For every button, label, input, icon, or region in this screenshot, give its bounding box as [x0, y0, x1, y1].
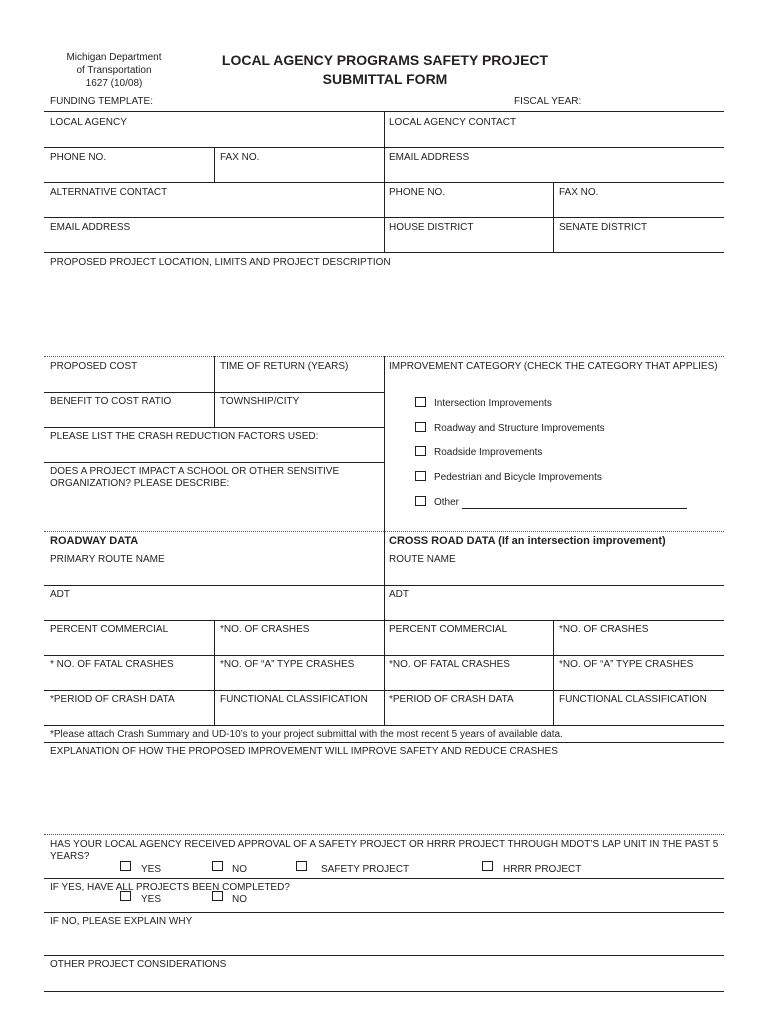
dotted-rule	[44, 834, 724, 835]
improvement-category-heading: IMPROVEMENT CATEGORY (CHECK THE CATEGORY THAT APPLIES)	[389, 361, 718, 372]
proposed-cost-field[interactable]: PROPOSED COST	[50, 361, 138, 372]
column-divider	[214, 356, 215, 427]
roadway-label: Roadway and Structure Improvements	[434, 423, 605, 434]
attach-note: *Please attach Crash Summary and UD-10’s to your project submittal with the most recent 5 years of available data.	[50, 729, 563, 740]
cross-adt-field[interactable]: ADT	[389, 589, 409, 600]
school-impact-line1[interactable]: DOES A PROJECT IMPACT A SCHOOL OR OTHER SENSITIVE	[50, 466, 340, 477]
roadside-checkbox[interactable]	[415, 446, 426, 456]
roadway-data-heading: ROADWAY DATA	[50, 535, 139, 547]
completed-no-checkbox[interactable]	[212, 891, 223, 901]
form-title-line2: SUBMITTAL FORM	[322, 71, 448, 87]
explanation-field[interactable]: EXPLANATION OF HOW THE PROPOSED IMPROVEMENT WILL IMPROVE SAFETY AND REDUCE CRASHES	[50, 746, 558, 757]
cross-route-field[interactable]: ROUTE NAME	[389, 554, 456, 565]
rule	[44, 252, 724, 253]
cross-no-crashes-field[interactable]: *NO. OF CRASHES	[559, 624, 649, 635]
functional-classification-field[interactable]: FUNCTIONAL CLASSIFICATION	[220, 694, 368, 705]
cross-a-type-crashes-field[interactable]: *NO. OF “A” TYPE CRASHES	[559, 659, 694, 670]
project-description-field[interactable]: PROPOSED PROJECT LOCATION, LIMITS AND PROJECT DESCRIPTION	[50, 257, 391, 268]
rule	[44, 991, 724, 992]
school-impact-line2[interactable]: ORGANIZATION? PLEASE DESCRIBE:	[50, 478, 230, 489]
fiscal-year-label: FISCAL YEAR:	[514, 96, 582, 107]
form-number: 1627 (10/08)	[85, 78, 143, 89]
agency-name-line1: Michigan Department	[66, 52, 162, 63]
other-considerations-field[interactable]: OTHER PROJECT CONSIDERATIONS	[50, 959, 227, 970]
agency-name-line2: of Transportation	[76, 65, 152, 76]
alternative-contact-field[interactable]: ALTERNATIVE CONTACT	[50, 187, 168, 198]
rule	[44, 912, 724, 913]
house-district-field[interactable]: HOUSE DISTRICT	[389, 222, 474, 233]
fatal-crashes-field[interactable]: * NO. OF FATAL CRASHES	[50, 659, 174, 670]
completed-yes-checkbox[interactable]	[120, 891, 131, 901]
adt-field[interactable]: ADT	[50, 589, 70, 600]
funding-template-label: FUNDING TEMPLATE:	[50, 96, 153, 107]
other-label: Other	[434, 497, 460, 508]
approval-question-line2: YEARS?	[50, 851, 90, 862]
alt-email-field[interactable]: EMAIL ADDRESS	[50, 222, 131, 233]
column-divider	[384, 111, 385, 252]
local-agency-contact-field[interactable]: LOCAL AGENCY CONTACT	[389, 117, 517, 128]
cross-period-crash-data-field[interactable]: *PERIOD OF CRASH DATA	[389, 694, 514, 705]
alt-fax-field[interactable]: FAX NO.	[559, 187, 599, 198]
approval-no-checkbox[interactable]	[212, 861, 223, 871]
senate-district-field[interactable]: SENATE DISTRICT	[559, 222, 648, 233]
roadway-checkbox[interactable]	[415, 422, 426, 432]
benefit-cost-field[interactable]: BENEFIT TO COST RATIO	[50, 396, 172, 407]
completed-yes-label: YES	[141, 894, 162, 905]
intersection-label: Intersection Improvements	[434, 398, 552, 409]
column-divider	[384, 531, 385, 725]
safety-project-label: SAFETY PROJECT	[321, 864, 410, 875]
pedestrian-label: Pedestrian and Bicycle Improvements	[434, 472, 602, 483]
explain-why-field[interactable]: IF NO, PLEASE EXPLAIN WHY	[50, 916, 193, 927]
primary-route-field[interactable]: PRIMARY ROUTE NAME	[50, 554, 165, 565]
rule	[44, 742, 724, 743]
cross-fatal-crashes-field[interactable]: *NO. OF FATAL CRASHES	[389, 659, 510, 670]
safety-project-checkbox[interactable]	[296, 861, 307, 871]
hrrr-project-checkbox[interactable]	[482, 861, 493, 871]
local-agency-field[interactable]: LOCAL AGENCY	[50, 117, 127, 128]
phone-field[interactable]: PHONE NO.	[50, 152, 107, 163]
rule	[44, 725, 724, 726]
roadside-label: Roadside Improvements	[434, 447, 543, 458]
completed-no-label: NO	[232, 894, 247, 905]
intersection-checkbox[interactable]	[415, 397, 426, 407]
completed-question: IF YES, HAVE ALL PROJECTS BEEN COMPLETED?	[50, 882, 290, 893]
approval-question-line1: HAS YOUR LOCAL AGENCY RECEIVED APPROVAL OF A SAFETY PROJECT OR HRRR PROJECT THROUGH MDOT’S LAP UNIT IN THE PAST 5	[50, 839, 719, 850]
township-city-field[interactable]: TOWNSHIP/CITY	[220, 396, 300, 407]
column-divider	[214, 147, 215, 182]
other-input-line[interactable]	[462, 508, 687, 509]
column-divider	[384, 356, 385, 531]
approval-no-label: NO	[232, 864, 247, 875]
rule	[44, 878, 724, 879]
a-type-crashes-field[interactable]: *NO. OF “A” TYPE CRASHES	[220, 659, 355, 670]
cross-road-data-heading: CROSS ROAD DATA (If an intersection improvement)	[389, 535, 666, 547]
rule	[44, 955, 724, 956]
email-field[interactable]: EMAIL ADDRESS	[389, 152, 470, 163]
column-divider	[214, 620, 215, 725]
time-of-return-field[interactable]: TIME OF RETURN (YEARS)	[220, 361, 349, 372]
alt-phone-field[interactable]: PHONE NO.	[389, 187, 446, 198]
pedestrian-checkbox[interactable]	[415, 471, 426, 481]
rule	[44, 462, 384, 463]
cross-functional-classification-field[interactable]: FUNCTIONAL CLASSIFICATION	[559, 694, 707, 705]
rule	[44, 427, 384, 428]
percent-commercial-field[interactable]: PERCENT COMMERCIAL	[50, 624, 169, 635]
no-crashes-field[interactable]: *NO. OF CRASHES	[220, 624, 310, 635]
form-title-line1: LOCAL AGENCY PROGRAMS SAFETY PROJECT	[221, 52, 549, 68]
approval-yes-label: YES	[141, 864, 162, 875]
other-checkbox[interactable]	[415, 496, 426, 506]
period-crash-data-field[interactable]: *PERIOD OF CRASH DATA	[50, 694, 175, 705]
crash-factors-field[interactable]: PLEASE LIST THE CRASH REDUCTION FACTORS USED:	[50, 431, 319, 442]
cross-percent-commercial-field[interactable]: PERCENT COMMERCIAL	[389, 624, 508, 635]
hrrr-project-label: HRRR PROJECT	[503, 864, 582, 875]
column-divider	[553, 620, 554, 725]
fax-field[interactable]: FAX NO.	[220, 152, 260, 163]
column-divider	[553, 182, 554, 252]
approval-yes-checkbox[interactable]	[120, 861, 131, 871]
